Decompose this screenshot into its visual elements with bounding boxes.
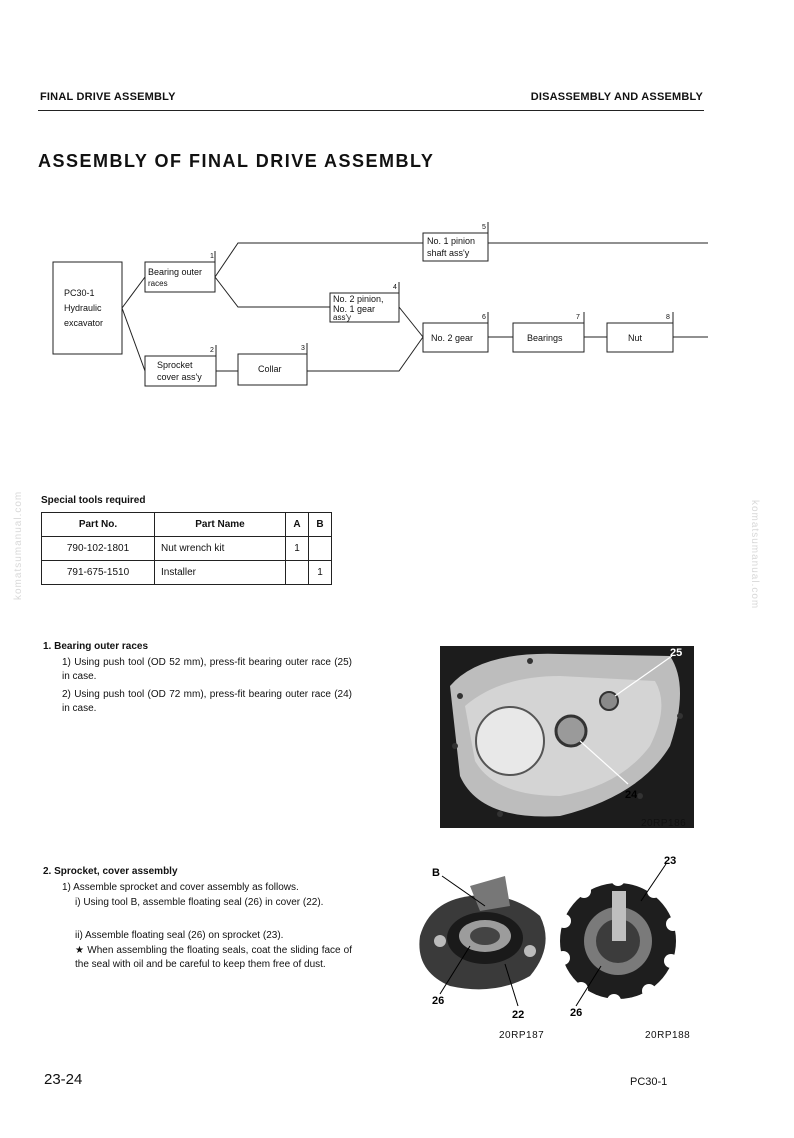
node-num-6: 6 (482, 314, 486, 321)
callout-26-right: 26 (570, 1007, 583, 1018)
callout-24: 24 (625, 789, 638, 801)
col-header-part-name: Part Name (155, 513, 286, 537)
header-left: FINAL DRIVE ASSEMBLY (40, 91, 176, 103)
callout-26-left: 26 (432, 995, 445, 1007)
node-7-line-1: Bearings (527, 333, 563, 343)
special-tools-table (41, 512, 332, 585)
connector (122, 308, 145, 371)
tools-title: Special tools required (41, 495, 146, 506)
cell-a (286, 561, 309, 585)
figure-3-caption: 20RP188 (645, 1030, 691, 1041)
node-8-line-1: Nut (628, 333, 643, 343)
connector (122, 277, 145, 308)
section-2-sub-1: i) Using tool B, assemble floating seal (26) in cover (22). (75, 897, 324, 908)
col-header-part-no: Part No. (42, 513, 155, 537)
node-3-line-1: Collar (258, 364, 282, 374)
section-2-step-1: 1) Assemble sprocket and cover assembly as follows. (62, 882, 299, 893)
cell-part-name: Nut wrench kit (155, 537, 286, 561)
node-1-line-2: races (148, 279, 168, 288)
node-4-line-2: No. 1 gear (333, 304, 376, 314)
section-1-step-1: 1) Using push tool (OD 52 mm), press-fit bearing outer race (25) in case. (62, 657, 352, 682)
col-header-b: B (309, 513, 332, 537)
node-4-line-1: No. 2 pinion, (333, 294, 384, 304)
case-photo-illustration (440, 646, 694, 828)
node-6-line-1: No. 2 gear (431, 333, 474, 343)
figure-case-photo (440, 646, 694, 828)
cell-b: 1 (309, 561, 332, 585)
start-line-2: Hydraulic (64, 303, 102, 313)
figure-1-caption: 20RP186 (641, 818, 687, 829)
figure-2-caption: 20RP187 (499, 1030, 545, 1041)
watermark-left: komatsumanual.com (13, 490, 24, 600)
col-header-a: A (286, 513, 309, 537)
watermark-right: komatsumanual.com (749, 500, 760, 610)
connector (307, 337, 423, 371)
node-num-5: 5 (482, 224, 486, 231)
model-label: PC30-1 (630, 1076, 668, 1088)
page-number: 23-24 (44, 1071, 83, 1088)
connector (215, 277, 330, 307)
node-num-7: 7 (576, 314, 580, 321)
start-line-1: PC30-1 (64, 288, 95, 298)
node-num-2: 2 (210, 347, 214, 354)
node-num-4: 4 (393, 284, 397, 291)
connector (215, 243, 423, 277)
callout-25: 25 (670, 647, 683, 659)
node-num-3: 3 (301, 345, 305, 352)
connector (399, 307, 423, 337)
node-2-line-2: cover ass'y (157, 372, 202, 382)
section-2-title: 2. Sprocket, cover assembly (43, 866, 178, 877)
section-1-step-2: 2) Using push tool (OD 72 mm), press-fit bearing outer race (24) in case. (62, 689, 352, 714)
cover-photo-illustration (410, 846, 555, 1018)
node-2-line-1: Sprocket (157, 360, 193, 370)
section-1-title: 1. Bearing outer races (43, 641, 149, 652)
figure-cover-photo (410, 846, 555, 1018)
assembly-flow-diagram (0, 210, 794, 400)
page-title: ASSEMBLY OF FINAL DRIVE ASSEMBLY (38, 151, 435, 171)
node-4-line-3: ass'y (333, 313, 351, 322)
table-row (42, 561, 332, 585)
cell-a: 1 (286, 537, 309, 561)
header-rule (38, 110, 704, 111)
callout-22: 22 (512, 1009, 525, 1018)
node-5-line-1: No. 1 pinion (427, 236, 476, 246)
section-2-sub-2: ii) Assemble floating seal (26) on sprocket (23). (75, 930, 284, 941)
cell-part-no: 791-675-1510 (42, 561, 155, 585)
node-1-line-1: Bearing outer (148, 267, 203, 277)
start-line-3: excavator (64, 318, 104, 328)
figure-sprocket-photo (556, 846, 696, 1018)
sprocket-photo-illustration (556, 846, 696, 1018)
node-num-1: 1 (210, 253, 214, 260)
node-num-8: 8 (666, 314, 670, 321)
header-right: DISASSEMBLY AND ASSEMBLY (530, 91, 703, 103)
callout-b: B (432, 867, 440, 879)
table-header-row (42, 513, 332, 537)
section-2-note: ★ When assembling the floating seals, coat the sliding face of the seal with oil and be careful to keep them free of dust. (75, 945, 352, 970)
cell-b (309, 537, 332, 561)
cell-part-no: 790-102-1801 (42, 537, 155, 561)
cell-part-name: Installer (155, 561, 286, 585)
node-5-line-2: shaft ass'y (427, 248, 470, 258)
callout-23: 23 (664, 855, 677, 867)
table-row (42, 537, 332, 561)
